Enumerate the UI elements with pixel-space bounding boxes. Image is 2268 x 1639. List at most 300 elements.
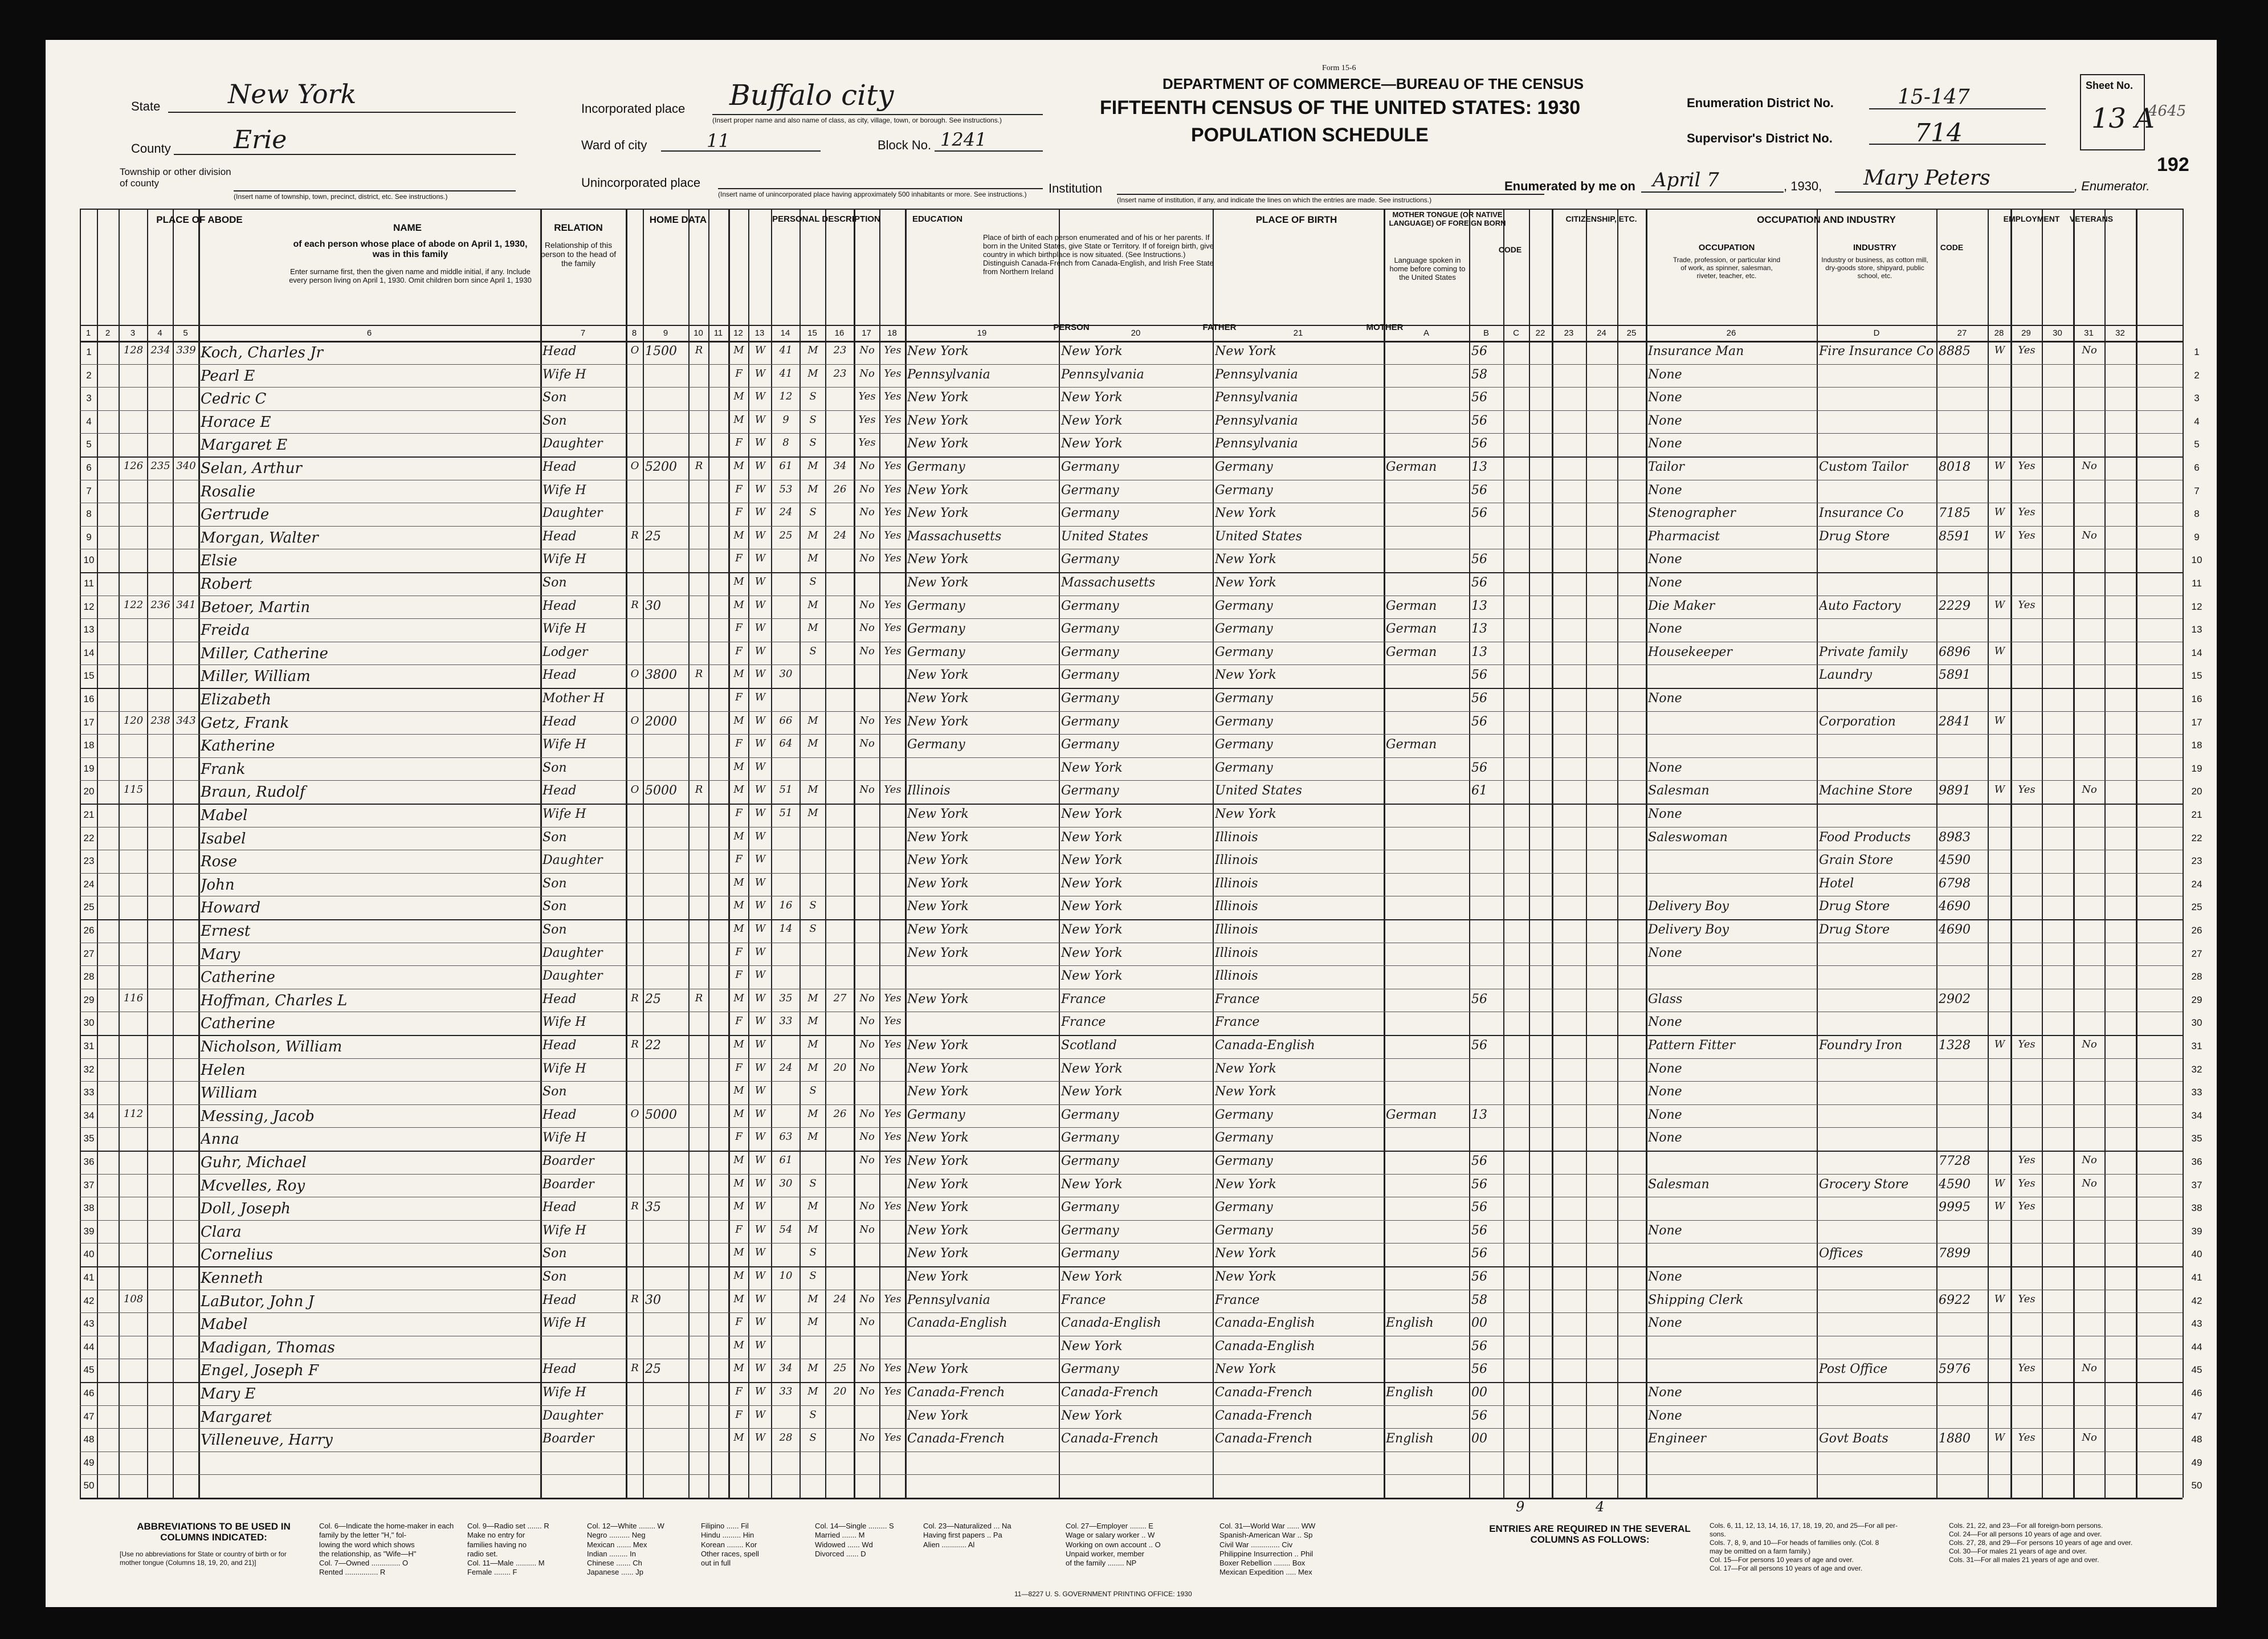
- column-number: 11: [713, 328, 723, 338]
- cell-mpob: Germany: [1215, 737, 1273, 752]
- grid-line: [80, 526, 2183, 527]
- line-number: 28: [83, 971, 95, 982]
- cell-sch: No: [859, 1362, 875, 1375]
- grid-line: [80, 734, 2183, 735]
- cell-afm: 20: [833, 1061, 847, 1074]
- cell-house: 122: [123, 598, 144, 611]
- cell-mpob: Illinois: [1215, 923, 1258, 937]
- cell-rel: Wife H: [542, 1385, 586, 1400]
- cell-name: Gertrude: [201, 506, 270, 524]
- column-number: 6: [366, 328, 372, 338]
- cell-house: 115: [123, 784, 144, 796]
- cell-race: W: [754, 622, 766, 634]
- line-number: 22: [83, 832, 95, 843]
- cell-fpob: Germany: [1061, 714, 1119, 729]
- cell-sch: No: [859, 367, 875, 380]
- column-number: 1: [85, 328, 91, 338]
- cell-name: Koch, Charles Jr: [201, 344, 323, 361]
- cell-mpob: Illinois: [1215, 899, 1258, 914]
- cell-sex: M: [733, 598, 744, 611]
- cell-fpob: Canada-English: [1061, 1316, 1161, 1331]
- state-value: New York: [228, 79, 357, 109]
- line-number-right: 36: [2191, 1156, 2202, 1167]
- cell-read: Yes: [884, 1131, 902, 1143]
- cell-code: 00: [1471, 1316, 1487, 1331]
- cell-cw: W: [1994, 529, 2005, 541]
- cell-mpob: New York: [1215, 506, 1276, 521]
- cell-tenure: R: [631, 1362, 639, 1375]
- column-number: 28: [1994, 328, 2004, 338]
- cell-rel: Son: [542, 1270, 567, 1284]
- cell-rel: Wife H: [542, 1061, 586, 1076]
- cell-radio: R: [695, 992, 703, 1004]
- line-number: 13: [83, 624, 95, 635]
- cell-sex: F: [735, 645, 743, 657]
- cell-fpob: New York: [1061, 413, 1123, 428]
- column-number: C: [1513, 328, 1519, 338]
- cell-occ: None: [1648, 1223, 1682, 1238]
- cell-tenure: O: [630, 668, 639, 680]
- cell-rel: Daughter: [542, 1408, 603, 1423]
- township-note: (Insert name of township, town, precinct, district, etc. See instructions.): [234, 193, 448, 201]
- cell-ind: Drug Store: [1819, 923, 1890, 937]
- cell-afm: 26: [833, 1107, 847, 1120]
- cell-name: Doll, Joseph: [201, 1200, 291, 1218]
- cell-pob: New York: [907, 807, 969, 821]
- cell-race: W: [754, 1107, 766, 1120]
- cell-rel: Wife H: [542, 552, 586, 567]
- cell-pob: Germany: [907, 460, 965, 474]
- cell-tenure: O: [630, 714, 639, 727]
- grid-line: [1529, 209, 1530, 1498]
- line-number-right: 39: [2191, 1225, 2202, 1237]
- column-number: 13: [754, 328, 765, 338]
- grid-line: [97, 209, 98, 1498]
- cell-value: 25: [645, 1362, 661, 1377]
- line-number: 6: [86, 462, 92, 473]
- cell-pob: New York: [907, 413, 969, 428]
- line-number-right: 22: [2191, 832, 2202, 843]
- cell-cw: W: [1994, 344, 2005, 356]
- cell-mpob: Germany: [1215, 1200, 1273, 1215]
- cell-name: Rosalie: [201, 483, 256, 500]
- cell-read: Yes: [884, 552, 902, 565]
- cell-code: 56: [1471, 344, 1487, 358]
- line-number: 27: [83, 948, 95, 959]
- cell-icode: 7185: [1939, 506, 1971, 521]
- line-number-right: 34: [2191, 1110, 2202, 1121]
- cell-ms: M: [807, 460, 818, 472]
- relation-desc: Relationship of this person to the head of the family: [540, 240, 617, 268]
- line-number: 39: [83, 1225, 95, 1237]
- cell-race: W: [754, 390, 766, 403]
- cell-mpob: New York: [1215, 1246, 1276, 1261]
- cell-ms: S: [809, 645, 817, 657]
- cell-pob: New York: [907, 1038, 969, 1053]
- cell-ms: M: [807, 992, 818, 1004]
- cell-occ: Pattern Fitter: [1648, 1038, 1735, 1053]
- cell-emp: Yes: [2018, 1362, 2036, 1375]
- line-number-right: 42: [2191, 1295, 2202, 1306]
- cell-rel: Boarder: [542, 1177, 594, 1192]
- cell-tenure: R: [631, 1038, 639, 1050]
- grid-line: [879, 209, 880, 1498]
- cell-code: 56: [1471, 1362, 1487, 1377]
- grid-line: [80, 1058, 2183, 1059]
- column-number: 23: [1564, 328, 1574, 338]
- cell-pob: New York: [907, 1177, 969, 1192]
- cell-cw: W: [1994, 460, 2005, 472]
- cell-ms: M: [807, 1038, 818, 1050]
- cell-mpob: New York: [1215, 552, 1276, 567]
- line-number: 9: [86, 531, 92, 543]
- cell-mpob: Germany: [1215, 460, 1273, 474]
- column-number: 16: [834, 328, 845, 338]
- cell-sch: No: [859, 1131, 875, 1143]
- line-number-right: 29: [2191, 994, 2202, 1005]
- cell-race: W: [754, 1015, 766, 1028]
- grid-line: [1469, 209, 1470, 1498]
- line-number: 26: [83, 925, 95, 936]
- institution-label: Institution: [1049, 181, 1103, 195]
- cell-code: 13: [1471, 645, 1487, 659]
- cell-sex: F: [735, 691, 743, 703]
- cell-mpob: Canada-French: [1215, 1408, 1313, 1423]
- cell-pob: Illinois: [907, 784, 951, 798]
- cell-ind: Fire Insurance Co: [1819, 344, 1934, 358]
- column-number: 25: [1626, 328, 1637, 338]
- grid-line: [80, 1151, 2183, 1152]
- cell-emp: Yes: [2018, 529, 2036, 541]
- cell-pob: Canada-English: [907, 1316, 1007, 1331]
- cell-name: Margaret: [201, 1408, 272, 1426]
- cell-mpob: Canada-English: [1215, 1316, 1315, 1331]
- col-industry: INDUSTRY: [1853, 243, 1897, 252]
- cell-race: W: [754, 945, 766, 958]
- margin-note: 4645: [2148, 103, 2187, 120]
- grid-line: [80, 364, 2183, 365]
- cell-fpob: New York: [1061, 853, 1123, 868]
- cell-race: W: [754, 367, 766, 380]
- cell-mpob: France: [1215, 1293, 1260, 1307]
- grid-line: [688, 209, 690, 1498]
- line-number-right: 20: [2191, 786, 2202, 797]
- cell-afm: 24: [833, 1293, 847, 1305]
- cell-mpob: Canada-French: [1215, 1432, 1313, 1446]
- cell-sex: F: [735, 1316, 743, 1328]
- cell-mpob: Canada-English: [1215, 1339, 1315, 1353]
- cell-lang: German: [1386, 645, 1437, 659]
- grid-line: [643, 209, 644, 1498]
- grid-line: [1552, 209, 1553, 1498]
- grid-line: [198, 209, 200, 1498]
- cell-sex: M: [733, 923, 744, 935]
- cell-mpob: Germany: [1215, 622, 1273, 637]
- cell-fpob: Germany: [1061, 1131, 1119, 1145]
- cell-rel: Wife H: [542, 622, 586, 637]
- cell-fpob: New York: [1061, 344, 1123, 358]
- cell-fpob: New York: [1061, 969, 1123, 984]
- cell-sch: No: [859, 714, 875, 727]
- cell-pob: New York: [907, 876, 969, 891]
- cell-read: Yes: [884, 344, 902, 356]
- cell-emp: Yes: [2018, 1200, 2036, 1213]
- enumerator-name: Mary Peters: [1863, 166, 1990, 190]
- institution-note: (Insert name of institution, if any, and indicate the lines on which the entries are made. See instructions.): [1117, 196, 1432, 204]
- line-number-right: 44: [2191, 1341, 2202, 1352]
- cell-fpob: Germany: [1061, 1200, 1119, 1215]
- cell-value: 1500: [645, 344, 677, 358]
- cell-rel: Wife H: [542, 1223, 586, 1238]
- cell-mpob: Germany: [1215, 1223, 1273, 1238]
- cell-value: 5200: [645, 460, 677, 474]
- line-number: 17: [83, 716, 95, 728]
- cell-sch: No: [859, 1107, 875, 1120]
- cell-name: Rose: [201, 853, 237, 871]
- cell-fpob: Germany: [1061, 506, 1119, 521]
- unincorporated-note: (Insert name of unincorporated place having approximately 500 inhabitants or more. See instructions.): [718, 190, 1027, 198]
- line-number: 36: [83, 1156, 95, 1167]
- cell-race: W: [754, 853, 766, 866]
- cell-age: 53: [779, 483, 793, 495]
- cell-vet: No: [2082, 1154, 2097, 1166]
- column-number: 15: [807, 328, 817, 338]
- cell-read: Yes: [884, 1385, 902, 1397]
- cell-name: Elsie: [201, 552, 238, 570]
- cell-code: 00: [1471, 1385, 1487, 1400]
- cell-age: 61: [779, 460, 793, 472]
- cell-sex: F: [735, 737, 743, 750]
- cell-ms: M: [807, 622, 818, 634]
- cell-mpob: Pennsylvania: [1215, 413, 1298, 428]
- incorporated-note: (Insert proper name and also name of class, as city, village, town, or borough. See instructions.): [712, 116, 1002, 124]
- enum-district-value: 15-147: [1898, 85, 1970, 109]
- cell-sch: No: [859, 737, 875, 750]
- cell-occ: Tailor: [1648, 460, 1684, 474]
- cell-lang: German: [1386, 460, 1437, 474]
- grid-line: [80, 1127, 2183, 1128]
- cell-read: Yes: [884, 460, 902, 472]
- group-place-of-birth: PLACE OF BIRTH: [1255, 214, 1337, 225]
- cell-icode: 9995: [1939, 1200, 1971, 1215]
- grid-line: [1586, 209, 1587, 1498]
- cell-code: 56: [1471, 668, 1487, 683]
- line-number: 31: [83, 1041, 95, 1051]
- cell-age: 54: [779, 1223, 793, 1236]
- cell-rel: Son: [542, 923, 567, 937]
- cell-rel: Wife H: [542, 1316, 586, 1331]
- cell-fpob: Germany: [1061, 598, 1119, 613]
- cell-name: Mary: [201, 945, 240, 963]
- cell-race: W: [754, 992, 766, 1004]
- line-number-right: 18: [2191, 740, 2202, 751]
- cell-fpob: New York: [1061, 1061, 1123, 1076]
- cell-sch: No: [859, 1316, 875, 1328]
- grid-line: [80, 572, 2183, 573]
- cell-pob: New York: [907, 923, 969, 937]
- cell-vet: No: [2082, 1362, 2097, 1375]
- cell-sex: F: [735, 1223, 743, 1236]
- enumerated-label: Enumerated by me on: [1504, 179, 1635, 193]
- cell-rel: Daughter: [542, 945, 603, 960]
- cell-ms: M: [807, 529, 818, 541]
- cell-name: Ernest: [201, 923, 251, 940]
- cell-fpob: Germany: [1061, 1362, 1119, 1377]
- grid-line: [2136, 209, 2138, 1498]
- cell-rel: Son: [542, 413, 567, 428]
- line-number-right: 48: [2191, 1434, 2202, 1445]
- cell-ind: Offices: [1819, 1246, 1863, 1261]
- abbrev-col12: Col. 12—White ........ W Negro .......... Neg Mexican ....... Mex Indian ......... In Chinese ....... Ch Japanese ...... Jp: [587, 1522, 664, 1577]
- cell-race: W: [754, 437, 766, 449]
- cell-pob: New York: [907, 552, 969, 567]
- cell-name: Margaret E: [201, 437, 288, 454]
- cell-icode: 4690: [1939, 923, 1971, 937]
- line-number: 37: [83, 1179, 95, 1190]
- cell-sex: F: [735, 483, 743, 495]
- cell-read: Yes: [884, 529, 902, 541]
- cell-race: W: [754, 899, 766, 912]
- cell-code: 56: [1471, 1154, 1487, 1168]
- cell-ind: Auto Factory: [1819, 598, 1901, 613]
- cell-pob: New York: [907, 1131, 969, 1145]
- cell-pob: New York: [907, 714, 969, 729]
- cell-read: Yes: [884, 992, 902, 1004]
- grid-line: [2042, 209, 2043, 1498]
- cell-fpob: New York: [1061, 807, 1123, 821]
- sheet-value: 13 A: [2091, 103, 2155, 134]
- cell-mpob: New York: [1215, 807, 1276, 821]
- cell-name: Cedric C: [201, 390, 267, 408]
- grid-line: [80, 873, 2183, 874]
- cell-tenure: O: [630, 460, 639, 472]
- column-number: 20: [1131, 328, 1141, 338]
- cell-rel: Boarder: [542, 1432, 594, 1446]
- entries-left: Cols. 6, 11, 12, 13, 14, 16, 17, 18, 19, 20, and 25—For all per- sons. Cols. 7, 8, 9, and 10—For heads of families only. (Col. 8 may be omitted on a farm family.) Col. 15—For persons 10 years of age and over. Col. 17—For all persons 10 years of age and over.: [1710, 1522, 1898, 1572]
- cell-pob: New York: [907, 576, 969, 590]
- cell-read: Yes: [884, 390, 902, 403]
- cell-rel: Wife H: [542, 367, 586, 382]
- line-number: 18: [83, 740, 95, 751]
- occupation-desc: Trade, profession, or particular kind of work, as spinner, salesman, riveter, teacher, etc.: [1673, 256, 1781, 280]
- cell-code: 56: [1471, 1177, 1487, 1192]
- cell-sex: M: [733, 784, 744, 796]
- cell-fpob: Germany: [1061, 645, 1119, 659]
- line-number: 2: [86, 369, 92, 381]
- cell-icode: 6896: [1939, 645, 1971, 659]
- cell-afm: 27: [833, 992, 847, 1004]
- cell-house: 126: [123, 460, 144, 472]
- cell-race: W: [754, 1362, 766, 1375]
- cell-age: 51: [779, 807, 793, 819]
- cell-ms: S: [809, 1246, 817, 1259]
- cell-rel: Son: [542, 1084, 567, 1099]
- grid-line: [80, 341, 2183, 343]
- cell-code: 00: [1471, 1432, 1487, 1446]
- cell-name: Clara: [201, 1223, 242, 1241]
- cell-fpob: Canada-French: [1061, 1432, 1159, 1446]
- cell-name: Pearl E: [201, 367, 255, 385]
- block-label: Block No.: [878, 138, 932, 152]
- line-number: 34: [83, 1110, 95, 1121]
- grid-line: [80, 1220, 2183, 1221]
- line-number-right: 30: [2191, 1017, 2202, 1029]
- cell-ms: M: [807, 1131, 818, 1143]
- line-number: 15: [83, 670, 95, 682]
- cell-afm: 25: [833, 1362, 847, 1375]
- cell-sex: M: [733, 344, 744, 356]
- cell-sex: F: [735, 1131, 743, 1143]
- cell-fpob: Scotland: [1061, 1038, 1117, 1053]
- cell-age: 34: [779, 1362, 793, 1375]
- cell-value: 30: [645, 1293, 661, 1307]
- industry-desc: Industry or business, as cotton mill, dry-goods store, shipyard, public school, etc.: [1821, 256, 1928, 280]
- line-number-right: 23: [2191, 855, 2202, 867]
- cell-occ: None: [1648, 1084, 1682, 1099]
- cell-race: W: [754, 1246, 766, 1259]
- line-number: 14: [83, 647, 95, 658]
- cell-pob: Germany: [907, 598, 965, 613]
- line-number-right: 43: [2191, 1318, 2202, 1330]
- cell-fpob: New York: [1061, 945, 1123, 960]
- cell-pob: New York: [907, 437, 969, 451]
- cell-sex: M: [733, 1339, 744, 1351]
- cell-rel: Head: [542, 460, 577, 474]
- cell-name: Anna: [201, 1131, 239, 1148]
- cell-dw: 236: [150, 598, 170, 611]
- cell-icode: 8983: [1939, 830, 1971, 845]
- cell-tenure: R: [631, 1200, 639, 1213]
- line-number-right: 1: [2194, 346, 2200, 357]
- line-number: 46: [83, 1388, 95, 1399]
- cell-sch: Yes: [858, 413, 876, 426]
- line-number: 41: [83, 1272, 95, 1283]
- cell-read: Yes: [884, 1432, 902, 1444]
- cell-ind: Grain Store: [1819, 853, 1894, 868]
- state-label: State: [131, 99, 161, 113]
- cell-cw: W: [1994, 1038, 2005, 1050]
- cell-pob: New York: [907, 830, 969, 845]
- cell-occ: None: [1648, 807, 1682, 821]
- cell-name: Kenneth: [201, 1270, 264, 1287]
- column-number: B: [1483, 328, 1489, 338]
- cell-name: Frank: [201, 760, 246, 778]
- cell-vet: No: [2082, 529, 2097, 541]
- cell-sch: No: [859, 1200, 875, 1213]
- cell-name: Helen: [201, 1061, 246, 1079]
- cell-cw: W: [1994, 598, 2005, 611]
- cell-rel: Son: [542, 830, 567, 845]
- cell-fpob: New York: [1061, 1084, 1123, 1099]
- cell-sex: F: [735, 1408, 743, 1421]
- cell-value: 5000: [645, 1107, 677, 1122]
- cell-vet: No: [2082, 1177, 2097, 1189]
- group-name: NAME: [393, 222, 422, 233]
- cell-age: 28: [779, 1432, 793, 1444]
- cell-lang: English: [1386, 1316, 1434, 1331]
- cell-sex: F: [735, 853, 743, 866]
- grid-line: [1503, 209, 1504, 1498]
- cell-afm: 23: [833, 344, 847, 356]
- cell-ms: S: [809, 413, 817, 426]
- cell-fpob: Germany: [1061, 622, 1119, 637]
- cell-emp: Yes: [2018, 1432, 2036, 1444]
- cell-race: W: [754, 1223, 766, 1236]
- cell-race: W: [754, 691, 766, 703]
- cell-code: 56: [1471, 506, 1487, 521]
- cell-fpob: France: [1061, 1293, 1106, 1307]
- cell-occ: None: [1648, 483, 1682, 498]
